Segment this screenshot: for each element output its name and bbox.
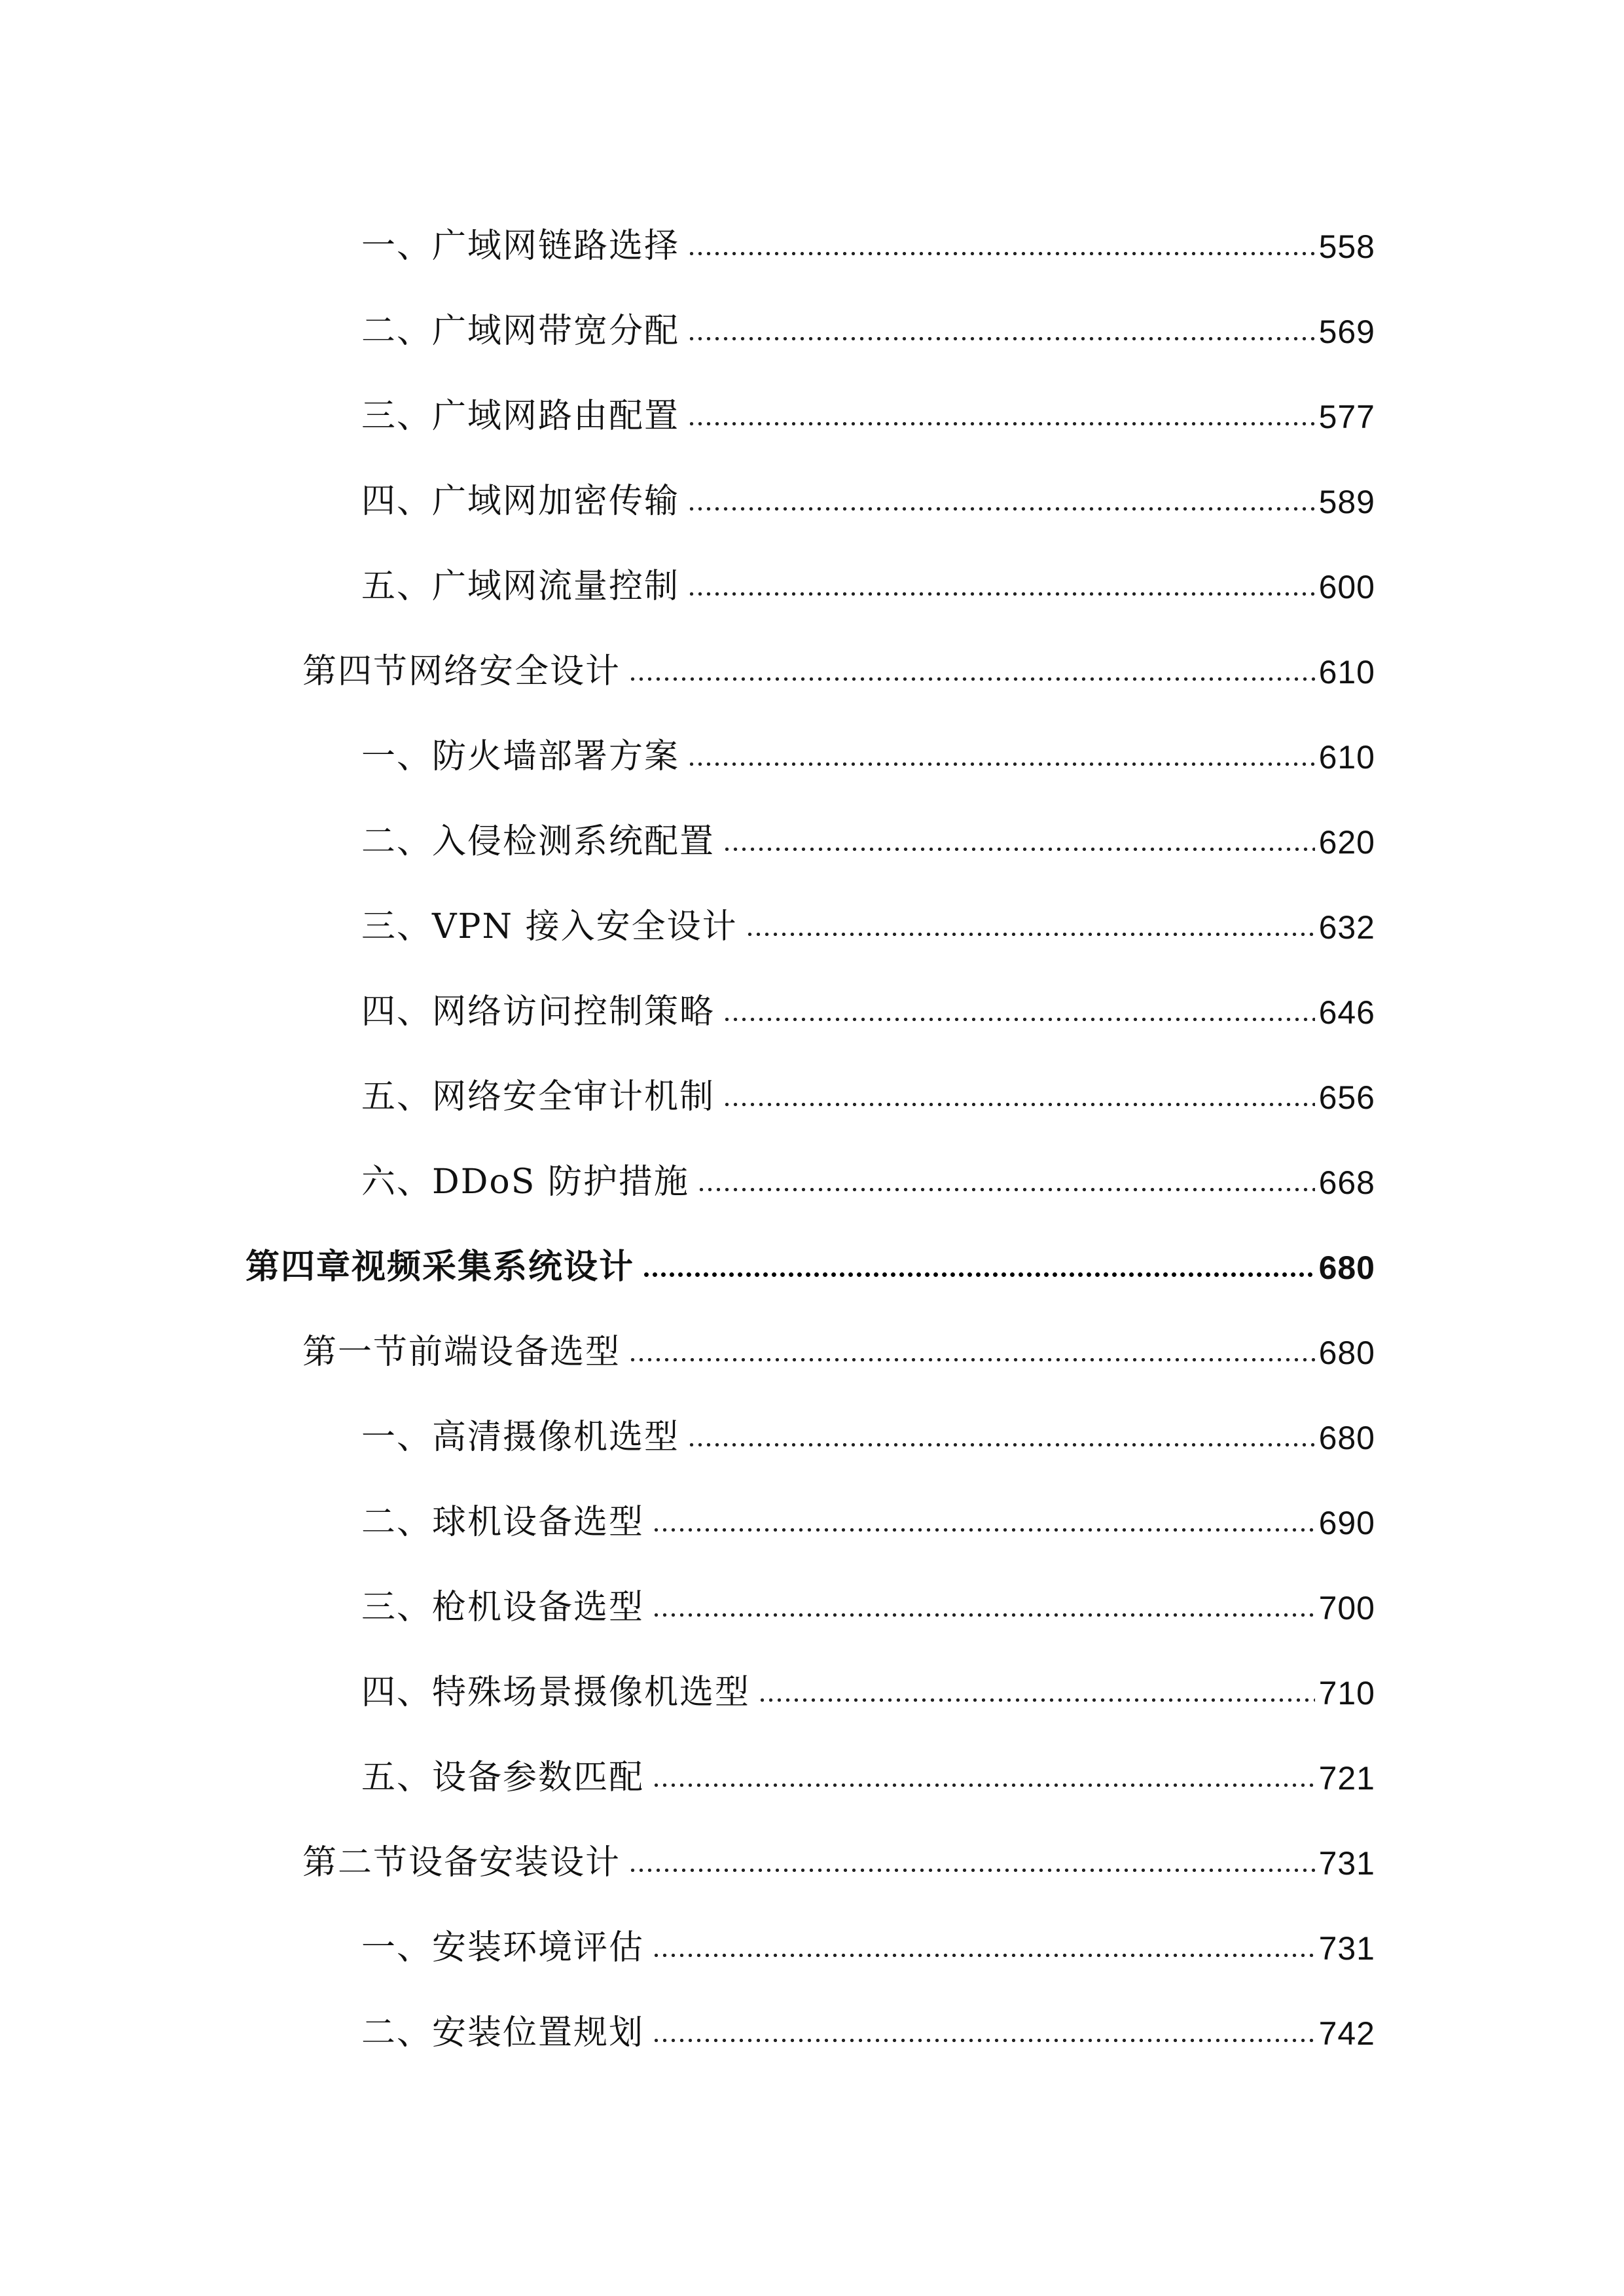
toc-page-number: 632 [1318, 909, 1375, 946]
toc-entry[interactable] [361, 550, 1375, 609]
toc-entry-title: 第二节设备安装设计 [302, 1843, 621, 1882]
toc-entry[interactable] [361, 1145, 1375, 1204]
toc-page-number: 569 [1318, 314, 1375, 350]
toc-page-number: 589 [1318, 484, 1375, 520]
dot-leader [697, 1188, 1315, 1191]
toc-entry-title: 二、球机设备选型 [361, 1503, 645, 1542]
toc-page-number: 577 [1318, 399, 1375, 435]
toc-page-number: 700 [1318, 1590, 1375, 1626]
dot-leader [758, 1698, 1315, 1702]
toc-page-number: 721 [1318, 1760, 1375, 1797]
toc-entry[interactable] [361, 465, 1375, 524]
toc-page-number: 710 [1318, 1675, 1375, 1712]
toc-entry[interactable] [302, 1826, 1375, 1885]
dot-leader [746, 933, 1315, 936]
toc-entry[interactable] [361, 805, 1375, 864]
toc-page-number: 731 [1318, 1930, 1375, 1967]
toc-entry-title: 第四章视频采集系统设计 [245, 1247, 635, 1287]
toc-entry-title: 第四节网络安全设计 [302, 652, 621, 691]
dot-leader [652, 2039, 1315, 2042]
toc-entry[interactable] [361, 1911, 1375, 1970]
toc-entry[interactable] [361, 1656, 1375, 1715]
toc-entry-title: 五、设备参数匹配 [361, 1758, 645, 1797]
toc-entry[interactable] [361, 1060, 1375, 1119]
toc-entry-title: 二、广域网带宽分配 [361, 312, 680, 351]
toc-page-number: 656 [1318, 1079, 1375, 1116]
toc-entry-title: 三、广域网路由配置 [361, 397, 680, 436]
dot-leader [652, 1528, 1315, 1532]
toc-entry[interactable] [302, 1316, 1375, 1374]
toc-page-number: 690 [1318, 1505, 1375, 1541]
toc-entry-title: 六、DDoS 防护措施 [361, 1162, 689, 1202]
toc-entry-title: 一、高清摄像机选型 [361, 1418, 680, 1457]
toc-entry[interactable] [361, 975, 1375, 1034]
toc-entry-title: 第一节前端设备选型 [302, 1333, 621, 1372]
toc-page-number: 731 [1318, 1845, 1375, 1882]
dot-leader [687, 1443, 1315, 1446]
dot-leader [628, 1358, 1315, 1361]
dot-leader [723, 1018, 1315, 1021]
dot-leader [687, 422, 1315, 425]
toc-chapter-entry[interactable] [245, 1230, 1375, 1289]
toc-entry-title: 一、广域网链路选择 [361, 226, 680, 266]
toc-entry-title: 三、枪机设备选型 [361, 1588, 645, 1627]
toc-page-number: 742 [1318, 2015, 1375, 2052]
toc-entry[interactable] [361, 295, 1375, 353]
toc-page-number: 668 [1318, 1164, 1375, 1201]
toc-page-number: 610 [1318, 739, 1375, 776]
toc-entry[interactable] [361, 890, 1375, 949]
toc-entry-title: 一、安装环境评估 [361, 1928, 645, 1967]
dot-leader [723, 1103, 1315, 1106]
dot-leader [687, 337, 1315, 340]
toc-page-number: 646 [1318, 994, 1375, 1031]
toc-entry[interactable] [302, 635, 1375, 694]
dot-leader [652, 1784, 1315, 1787]
toc-page-number: 600 [1318, 569, 1375, 605]
dot-leader [628, 1869, 1315, 1872]
toc-page-number: 680 [1318, 1249, 1375, 1286]
toc-entry-title: 二、安装位置规划 [361, 2013, 645, 2053]
toc-entry-title: 一、防火墙部署方案 [361, 737, 680, 776]
toc-page-number: 680 [1318, 1420, 1375, 1456]
toc-entry[interactable] [361, 380, 1375, 439]
toc-entry[interactable] [361, 1741, 1375, 1800]
toc-entry[interactable] [361, 1571, 1375, 1630]
dot-leader [642, 1272, 1315, 1277]
toc-entry[interactable] [361, 1486, 1375, 1545]
toc-entry-title: 四、广域网加密传输 [361, 482, 680, 521]
toc-entry[interactable] [361, 1401, 1375, 1460]
toc-entry-title: 二、入侵检测系统配置 [361, 822, 715, 861]
toc-entry-title: 三、VPN 接入安全设计 [361, 907, 738, 946]
toc-page-number: 680 [1318, 1335, 1375, 1371]
dot-leader [687, 762, 1315, 766]
dot-leader [652, 1613, 1315, 1617]
dot-leader [628, 677, 1315, 681]
toc-entry-title: 五、广域网流量控制 [361, 567, 680, 606]
toc-entry-title: 四、特殊场景摄像机选型 [361, 1673, 751, 1712]
dot-leader [687, 252, 1315, 255]
toc-entry[interactable] [361, 720, 1375, 779]
toc-entry[interactable] [361, 209, 1375, 268]
dot-leader [687, 592, 1315, 596]
toc-page-number: 620 [1318, 824, 1375, 861]
toc-entry-title: 五、网络安全审计机制 [361, 1077, 715, 1117]
dot-leader [723, 848, 1315, 851]
toc-entry[interactable] [361, 1996, 1375, 2055]
toc-page-number: 558 [1318, 228, 1375, 265]
dot-leader [652, 1954, 1315, 1957]
toc-page-number: 610 [1318, 654, 1375, 691]
dot-leader [687, 507, 1315, 511]
toc-entry-title: 四、网络访问控制策略 [361, 992, 715, 1031]
